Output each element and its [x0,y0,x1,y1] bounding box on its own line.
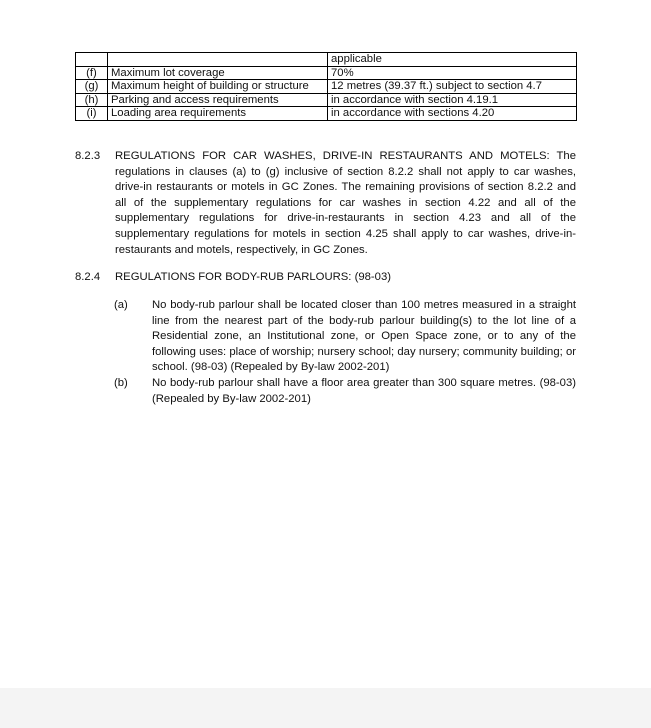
page-bottom-margin [0,688,651,728]
row-letter [76,53,108,67]
section-number: 8.2.4 [75,271,101,283]
item-letter: (a) [114,299,128,311]
section-title: REGULATIONS FOR BODY-RUB PARLOURS: (98-03) [115,271,391,283]
row-value: in accordance with section 4.19.1 [328,93,577,107]
row-label: Maximum lot coverage [108,66,328,80]
row-value: applicable [328,53,577,67]
section-8-2-4 [75,270,576,286]
row-letter: (i) [76,107,108,121]
item-letter: (b) [114,377,128,389]
row-value: in accordance with sections 4.20 [328,107,577,121]
table-row [76,53,577,67]
regulations-table [75,52,577,121]
row-letter: (g) [76,80,108,94]
table-row [76,93,577,107]
section-text: REGULATIONS FOR CAR WASHES, DRIVE-IN RESTAURANTS AND MOTELS: The regulations in clauses (a) to (g) inclusive of section 8.2.2 shall not apply to car washes, drive-in restaurants or motels in GC Zones. The remaining provisions of section 8.2.2 and all of the supplementary regulations for car washes in section 4.22 and all of the supplementary regulations for drive-in-restaurants in section 4.23 and all of the supplementary regulations for motels in section 4.25 shall apply to car washes, drive-in-restaurants and motels, respectively, in GC Zones. [115,150,576,256]
item-text: No body-rub parlour shall have a floor area greater than 300 square metres. (98-03)(Repealed by By-law 2002-201) [152,377,576,405]
row-label: Maximum height of building or structure [108,80,328,94]
row-value: 70% [328,66,577,80]
table-row [76,66,577,80]
table-row [76,107,577,121]
list-item [114,298,576,376]
item-text: No body-rub parlour shall be located closer than 100 metres measured in a straight line from the nearest part of the body-rub parlour building(s) to the lot line of a Residential zone, an Institutional zone, or Open Space zone, or to any of the following uses: place of worship; nursery school; day nursery; community building; or school. (98-03) (Repealed by By-law 2002-201) [152,299,576,374]
row-label [108,53,328,67]
row-value: 12 metres (39.37 ft.) subject to section 4.7 [328,80,577,94]
row-label: Parking and access requirements [108,93,328,107]
table-row [76,80,577,94]
row-label: Loading area requirements [108,107,328,121]
list-item [114,376,576,407]
row-letter: (f) [76,66,108,80]
section-8-2-3 [75,149,576,258]
section-number: 8.2.3 [75,150,101,162]
row-letter: (h) [76,93,108,107]
